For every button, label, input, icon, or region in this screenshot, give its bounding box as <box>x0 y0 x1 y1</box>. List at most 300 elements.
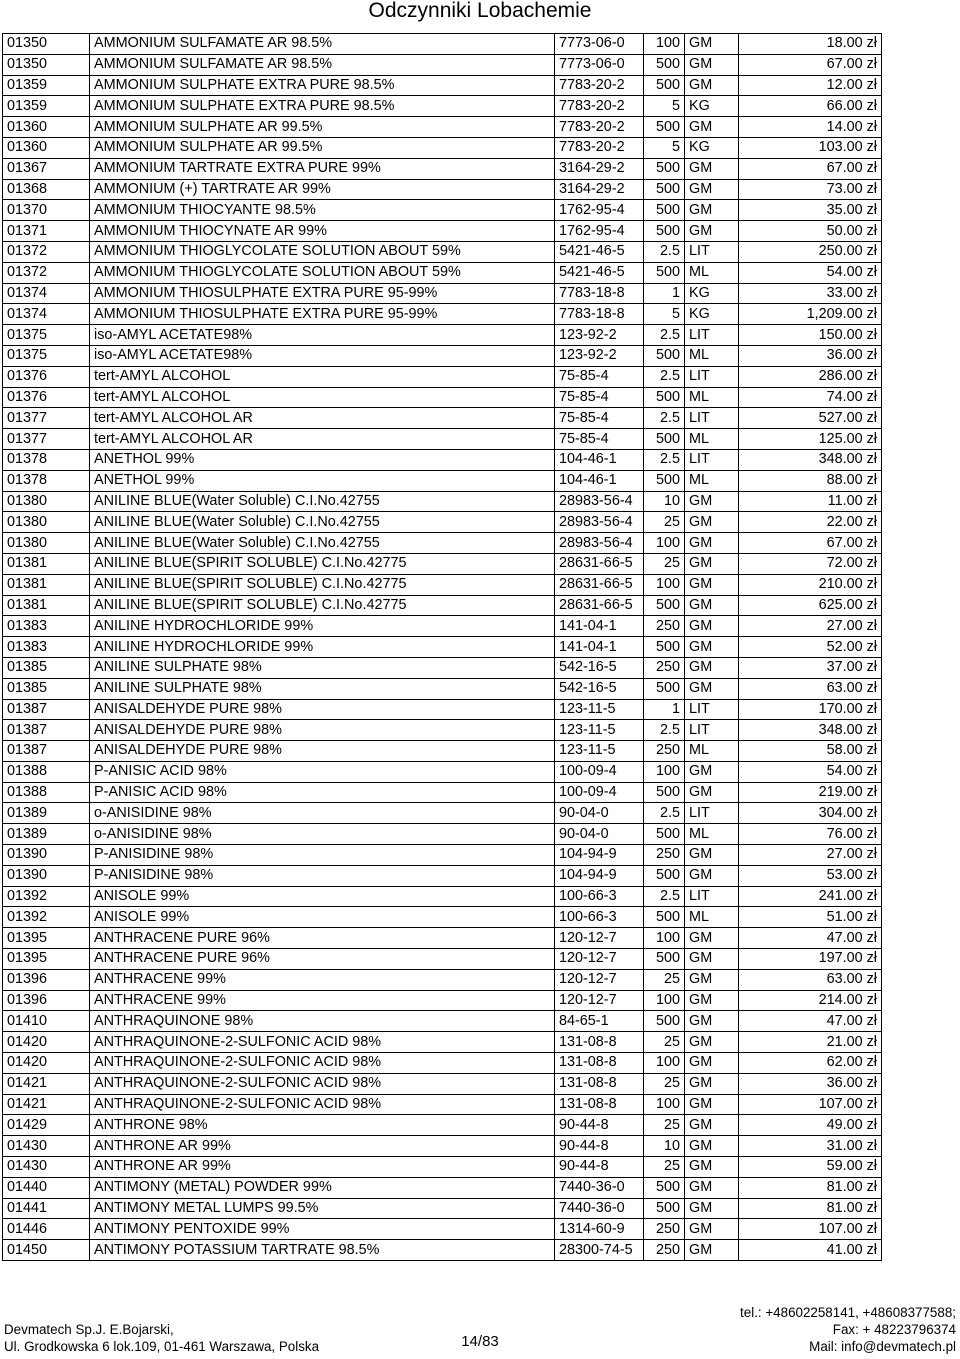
unit-cell: LIT <box>685 241 739 262</box>
product-code-cell: 01410 <box>3 1011 90 1032</box>
product-name-cell: ANISOLE 99% <box>90 907 555 928</box>
quantity-cell: 1 <box>644 283 685 304</box>
table-row <box>3 533 882 554</box>
product-code-cell: 01387 <box>3 741 90 762</box>
product-name-cell: tert-AMYL ALCOHOL <box>90 366 555 387</box>
product-name-cell: ANISALDEHYDE PURE 98% <box>90 699 555 720</box>
quantity-cell: 500 <box>644 782 685 803</box>
unit-cell: GM <box>685 761 739 782</box>
unit-cell: GM <box>685 75 739 96</box>
cas-number-cell: 90-44-8 <box>555 1115 644 1136</box>
product-code-cell: 01385 <box>3 678 90 699</box>
price-cell: 219.00 zł <box>739 782 882 803</box>
cas-number-cell: 90-04-0 <box>555 824 644 845</box>
table-row <box>3 1177 882 1198</box>
quantity-cell: 500 <box>644 824 685 845</box>
table-row <box>3 34 882 55</box>
unit-cell: GM <box>685 1240 739 1261</box>
product-name-cell: ANILINE HYDROCHLORIDE 99% <box>90 637 555 658</box>
cas-number-cell: 3164-29-2 <box>555 158 644 179</box>
unit-cell: LIT <box>685 699 739 720</box>
product-name-cell: ANETHOL 99% <box>90 470 555 491</box>
cas-number-cell: 5421-46-5 <box>555 241 644 262</box>
unit-cell: LIT <box>685 720 739 741</box>
price-cell: 107.00 zł <box>739 1094 882 1115</box>
price-cell: 67.00 zł <box>739 158 882 179</box>
product-name-cell: ANISOLE 99% <box>90 886 555 907</box>
product-code-cell: 01390 <box>3 865 90 886</box>
unit-cell: GM <box>685 1073 739 1094</box>
cas-number-cell: 141-04-1 <box>555 616 644 637</box>
price-cell: 73.00 zł <box>739 179 882 200</box>
product-code-cell: 01381 <box>3 574 90 595</box>
product-name-cell: P-ANISIDINE 98% <box>90 845 555 866</box>
price-cell: 37.00 zł <box>739 657 882 678</box>
cas-number-cell: 104-94-9 <box>555 845 644 866</box>
price-cell: 54.00 zł <box>739 761 882 782</box>
product-code-cell: 01374 <box>3 304 90 325</box>
quantity-cell: 500 <box>644 678 685 699</box>
cas-number-cell: 7783-18-8 <box>555 283 644 304</box>
quantity-cell: 100 <box>644 1053 685 1074</box>
table-row <box>3 969 882 990</box>
table-row <box>3 491 882 512</box>
cas-number-cell: 7783-20-2 <box>555 75 644 96</box>
quantity-cell: 500 <box>644 1011 685 1032</box>
price-cell: 88.00 zł <box>739 470 882 491</box>
unit-cell: GM <box>685 616 739 637</box>
product-name-cell: ANILINE BLUE(Water Soluble) C.I.No.42755 <box>90 512 555 533</box>
price-cell: 59.00 zł <box>739 1157 882 1178</box>
product-code-cell: 01441 <box>3 1198 90 1219</box>
product-code-cell: 01387 <box>3 699 90 720</box>
price-cell: 81.00 zł <box>739 1198 882 1219</box>
product-code-cell: 01378 <box>3 449 90 470</box>
quantity-cell: 500 <box>644 1198 685 1219</box>
cas-number-cell: 7783-20-2 <box>555 117 644 138</box>
product-name-cell: ANISALDEHYDE PURE 98% <box>90 741 555 762</box>
quantity-cell: 25 <box>644 553 685 574</box>
product-name-cell: ANTIMONY (METAL) POWDER 99% <box>90 1177 555 1198</box>
price-cell: 66.00 zł <box>739 96 882 117</box>
quantity-cell: 500 <box>644 637 685 658</box>
price-cell: 286.00 zł <box>739 366 882 387</box>
product-name-cell: AMMONIUM TARTRATE EXTRA PURE 99% <box>90 158 555 179</box>
price-table <box>2 33 882 1261</box>
table-row <box>3 595 882 616</box>
cas-number-cell: 120-12-7 <box>555 949 644 970</box>
price-cell: 22.00 zł <box>739 512 882 533</box>
product-name-cell: AMMONIUM THIOCYNATE AR 99% <box>90 221 555 242</box>
unit-cell: GM <box>685 969 739 990</box>
unit-cell: ML <box>685 741 739 762</box>
price-cell: 214.00 zł <box>739 990 882 1011</box>
cas-number-cell: 28983-56-4 <box>555 512 644 533</box>
cas-number-cell: 123-92-2 <box>555 345 644 366</box>
cas-number-cell: 75-85-4 <box>555 429 644 450</box>
table-row <box>3 574 882 595</box>
unit-cell: GM <box>685 1219 739 1240</box>
quantity-cell: 500 <box>644 387 685 408</box>
cas-number-cell: 90-44-8 <box>555 1136 644 1157</box>
quantity-cell: 25 <box>644 1115 685 1136</box>
table-row <box>3 803 882 824</box>
product-code-cell: 01395 <box>3 928 90 949</box>
cas-number-cell: 123-11-5 <box>555 699 644 720</box>
cas-number-cell: 100-66-3 <box>555 886 644 907</box>
price-cell: 150.00 zł <box>739 325 882 346</box>
price-table-body <box>3 34 882 1261</box>
table-row <box>3 824 882 845</box>
table-row <box>3 886 882 907</box>
product-code-cell: 01367 <box>3 158 90 179</box>
product-code-cell: 01372 <box>3 262 90 283</box>
price-cell: 63.00 zł <box>739 678 882 699</box>
cas-number-cell: 84-65-1 <box>555 1011 644 1032</box>
quantity-cell: 500 <box>644 345 685 366</box>
unit-cell: GM <box>685 34 739 55</box>
table-row <box>3 1157 882 1178</box>
price-cell: 31.00 zł <box>739 1136 882 1157</box>
table-row <box>3 865 882 886</box>
product-name-cell: ANTHRACENE 99% <box>90 990 555 1011</box>
table-row <box>3 845 882 866</box>
price-cell: 348.00 zł <box>739 720 882 741</box>
product-name-cell: ANILINE BLUE(Water Soluble) C.I.No.42755 <box>90 491 555 512</box>
unit-cell: GM <box>685 949 739 970</box>
table-row <box>3 512 882 533</box>
table-row <box>3 75 882 96</box>
price-cell: 62.00 zł <box>739 1053 882 1074</box>
quantity-cell: 500 <box>644 262 685 283</box>
table-row <box>3 179 882 200</box>
product-code-cell: 01350 <box>3 54 90 75</box>
quantity-cell: 500 <box>644 429 685 450</box>
product-name-cell: AMMONIUM THIOSULPHATE EXTRA PURE 95-99% <box>90 283 555 304</box>
unit-cell: GM <box>685 117 739 138</box>
product-name-cell: ANTHRAQUINONE-2-SULFONIC ACID 98% <box>90 1073 555 1094</box>
unit-cell: KG <box>685 304 739 325</box>
cas-number-cell: 7440-36-0 <box>555 1177 644 1198</box>
unit-cell: GM <box>685 657 739 678</box>
product-code-cell: 01360 <box>3 117 90 138</box>
price-cell: 33.00 zł <box>739 283 882 304</box>
table-row <box>3 325 882 346</box>
table-row <box>3 1073 882 1094</box>
price-cell: 21.00 zł <box>739 1032 882 1053</box>
cas-number-cell: 104-94-9 <box>555 865 644 886</box>
unit-cell: GM <box>685 1115 739 1136</box>
footer-tel: tel.: +48602258141, +48608377588; <box>740 1305 956 1320</box>
table-row <box>3 1240 882 1261</box>
cas-number-cell: 120-12-7 <box>555 969 644 990</box>
product-name-cell: ANILINE HYDROCHLORIDE 99% <box>90 616 555 637</box>
product-code-cell: 01368 <box>3 179 90 200</box>
product-name-cell: AMMONIUM SULFAMATE AR 98.5% <box>90 54 555 75</box>
cas-number-cell: 28631-66-5 <box>555 595 644 616</box>
table-row <box>3 262 882 283</box>
table-row <box>3 54 882 75</box>
cas-number-cell: 28631-66-5 <box>555 553 644 574</box>
cas-number-cell: 120-12-7 <box>555 928 644 949</box>
product-code-cell: 01389 <box>3 824 90 845</box>
unit-cell: LIT <box>685 366 739 387</box>
product-code-cell: 01450 <box>3 1240 90 1261</box>
price-cell: 36.00 zł <box>739 1073 882 1094</box>
product-name-cell: tert-AMYL ALCOHOL <box>90 387 555 408</box>
unit-cell: GM <box>685 1032 739 1053</box>
unit-cell: GM <box>685 678 739 699</box>
product-code-cell: 01381 <box>3 553 90 574</box>
footer-fax: Fax: + 48223796374 <box>832 1322 956 1337</box>
quantity-cell: 2.5 <box>644 408 685 429</box>
unit-cell: ML <box>685 470 739 491</box>
price-cell: 18.00 zł <box>739 34 882 55</box>
product-name-cell: AMMONIUM SULPHATE EXTRA PURE 98.5% <box>90 96 555 117</box>
product-code-cell: 01389 <box>3 803 90 824</box>
price-cell: 304.00 zł <box>739 803 882 824</box>
price-cell: 81.00 zł <box>739 1177 882 1198</box>
product-code-cell: 01380 <box>3 491 90 512</box>
quantity-cell: 100 <box>644 34 685 55</box>
product-name-cell: ANILINE BLUE(SPIRIT SOLUBLE) C.I.No.42775 <box>90 553 555 574</box>
product-name-cell: AMMONIUM (+) TARTRATE AR 99% <box>90 179 555 200</box>
cas-number-cell: 141-04-1 <box>555 637 644 658</box>
cas-number-cell: 75-85-4 <box>555 387 644 408</box>
product-name-cell: o-ANISIDINE 98% <box>90 824 555 845</box>
table-row <box>3 408 882 429</box>
quantity-cell: 10 <box>644 491 685 512</box>
product-code-cell: 01392 <box>3 907 90 928</box>
price-cell: 50.00 zł <box>739 221 882 242</box>
cas-number-cell: 7773-06-0 <box>555 34 644 55</box>
price-cell: 49.00 zł <box>739 1115 882 1136</box>
footer-address: Ul. Grodkowska 6 lok.109, 01-461 Warszawa, Polska <box>4 1339 320 1354</box>
unit-cell: GM <box>685 990 739 1011</box>
quantity-cell: 100 <box>644 928 685 949</box>
unit-cell: LIT <box>685 408 739 429</box>
price-cell: 47.00 zł <box>739 1011 882 1032</box>
table-row <box>3 1053 882 1074</box>
page-footer <box>0 1304 960 1359</box>
table-row <box>3 117 882 138</box>
product-code-cell: 01390 <box>3 845 90 866</box>
product-name-cell: ANTIMONY POTASSIUM TARTRATE 98.5% <box>90 1240 555 1261</box>
quantity-cell: 25 <box>644 1073 685 1094</box>
quantity-cell: 100 <box>644 574 685 595</box>
price-cell: 74.00 zł <box>739 387 882 408</box>
product-name-cell: AMMONIUM SULFAMATE AR 98.5% <box>90 34 555 55</box>
unit-cell: ML <box>685 429 739 450</box>
quantity-cell: 250 <box>644 657 685 678</box>
unit-cell: GM <box>685 1157 739 1178</box>
product-code-cell: 01375 <box>3 345 90 366</box>
price-cell: 58.00 zł <box>739 741 882 762</box>
product-code-cell: 01380 <box>3 512 90 533</box>
table-row <box>3 1115 882 1136</box>
product-code-cell: 01385 <box>3 657 90 678</box>
price-cell: 67.00 zł <box>739 54 882 75</box>
quantity-cell: 100 <box>644 533 685 554</box>
product-name-cell: AMMONIUM THIOSULPHATE EXTRA PURE 95-99% <box>90 304 555 325</box>
unit-cell: GM <box>685 221 739 242</box>
footer-mail: Mail: info@devmatech.pl <box>809 1339 956 1354</box>
quantity-cell: 100 <box>644 1094 685 1115</box>
table-row <box>3 741 882 762</box>
product-code-cell: 01376 <box>3 366 90 387</box>
product-code-cell: 01430 <box>3 1157 90 1178</box>
table-row <box>3 637 882 658</box>
product-code-cell: 01371 <box>3 221 90 242</box>
table-row <box>3 429 882 450</box>
price-cell: 53.00 zł <box>739 865 882 886</box>
product-code-cell: 01440 <box>3 1177 90 1198</box>
cas-number-cell: 1314-60-9 <box>555 1219 644 1240</box>
quantity-cell: 5 <box>644 137 685 158</box>
cas-number-cell: 75-85-4 <box>555 408 644 429</box>
unit-cell: GM <box>685 865 739 886</box>
price-cell: 1,209.00 zł <box>739 304 882 325</box>
price-cell: 14.00 zł <box>739 117 882 138</box>
price-cell: 72.00 zł <box>739 553 882 574</box>
table-row <box>3 137 882 158</box>
table-row <box>3 449 882 470</box>
table-row <box>3 657 882 678</box>
product-name-cell: ANISALDEHYDE PURE 98% <box>90 720 555 741</box>
cas-number-cell: 7773-06-0 <box>555 54 644 75</box>
product-code-cell: 01392 <box>3 886 90 907</box>
cas-number-cell: 7440-36-0 <box>555 1198 644 1219</box>
unit-cell: ML <box>685 824 739 845</box>
table-row <box>3 928 882 949</box>
cas-number-cell: 90-44-8 <box>555 1157 644 1178</box>
unit-cell: LIT <box>685 449 739 470</box>
unit-cell: ML <box>685 262 739 283</box>
price-cell: 27.00 zł <box>739 616 882 637</box>
unit-cell: LIT <box>685 886 739 907</box>
quantity-cell: 5 <box>644 96 685 117</box>
price-cell: 47.00 zł <box>739 928 882 949</box>
cas-number-cell: 28983-56-4 <box>555 533 644 554</box>
quantity-cell: 500 <box>644 117 685 138</box>
product-name-cell: AMMONIUM THIOGLYCOLATE SOLUTION ABOUT 59% <box>90 241 555 262</box>
cas-number-cell: 131-08-8 <box>555 1053 644 1074</box>
table-row <box>3 907 882 928</box>
cas-number-cell: 1762-95-4 <box>555 200 644 221</box>
quantity-cell: 250 <box>644 845 685 866</box>
table-row <box>3 553 882 574</box>
product-code-cell: 01383 <box>3 616 90 637</box>
product-name-cell: ANTIMONY METAL LUMPS 99.5% <box>90 1198 555 1219</box>
product-name-cell: ANILINE BLUE(Water Soluble) C.I.No.42755 <box>90 533 555 554</box>
cas-number-cell: 5421-46-5 <box>555 262 644 283</box>
unit-cell: GM <box>685 928 739 949</box>
table-row <box>3 1136 882 1157</box>
product-name-cell: tert-AMYL ALCOHOL AR <box>90 408 555 429</box>
product-name-cell: ANILINE SULPHATE 98% <box>90 657 555 678</box>
product-code-cell: 01370 <box>3 200 90 221</box>
product-name-cell: ANILINE BLUE(SPIRIT SOLUBLE) C.I.No.42775 <box>90 574 555 595</box>
price-cell: 12.00 zł <box>739 75 882 96</box>
cas-number-cell: 75-85-4 <box>555 366 644 387</box>
quantity-cell: 2.5 <box>644 803 685 824</box>
product-code-cell: 01395 <box>3 949 90 970</box>
unit-cell: GM <box>685 1094 739 1115</box>
product-name-cell: tert-AMYL ALCOHOL AR <box>90 429 555 450</box>
table-row <box>3 782 882 803</box>
cas-number-cell: 7783-20-2 <box>555 137 644 158</box>
product-name-cell: ANTHRONE AR 99% <box>90 1157 555 1178</box>
product-name-cell: ANTHRONE 98% <box>90 1115 555 1136</box>
price-cell: 35.00 zł <box>739 200 882 221</box>
price-cell: 76.00 zł <box>739 824 882 845</box>
product-code-cell: 01420 <box>3 1053 90 1074</box>
product-code-cell: 01375 <box>3 325 90 346</box>
price-cell: 241.00 zł <box>739 886 882 907</box>
table-row <box>3 96 882 117</box>
table-row <box>3 1011 882 1032</box>
unit-cell: GM <box>685 574 739 595</box>
table-row <box>3 470 882 491</box>
footer-contact-block <box>740 1304 956 1355</box>
price-cell: 527.00 zł <box>739 408 882 429</box>
unit-cell: GM <box>685 845 739 866</box>
product-name-cell: AMMONIUM THIOCYANTE 98.5% <box>90 200 555 221</box>
product-code-cell: 01421 <box>3 1073 90 1094</box>
unit-cell: KG <box>685 137 739 158</box>
cas-number-cell: 28983-56-4 <box>555 491 644 512</box>
quantity-cell: 500 <box>644 179 685 200</box>
table-row <box>3 990 882 1011</box>
product-name-cell: ANETHOL 99% <box>90 449 555 470</box>
product-code-cell: 01388 <box>3 761 90 782</box>
product-name-cell: iso-AMYL ACETATE98% <box>90 325 555 346</box>
cas-number-cell: 90-04-0 <box>555 803 644 824</box>
quantity-cell: 2.5 <box>644 325 685 346</box>
unit-cell: GM <box>685 1136 739 1157</box>
quantity-cell: 25 <box>644 1157 685 1178</box>
price-cell: 210.00 zł <box>739 574 882 595</box>
unit-cell: GM <box>685 553 739 574</box>
table-row <box>3 304 882 325</box>
product-code-cell: 01387 <box>3 720 90 741</box>
price-cell: 170.00 zł <box>739 699 882 720</box>
table-row <box>3 221 882 242</box>
product-name-cell: P-ANISIDINE 98% <box>90 865 555 886</box>
unit-cell: GM <box>685 491 739 512</box>
cas-number-cell: 131-08-8 <box>555 1032 644 1053</box>
price-cell: 107.00 zł <box>739 1219 882 1240</box>
table-row <box>3 1094 882 1115</box>
cas-number-cell: 1762-95-4 <box>555 221 644 242</box>
cas-number-cell: 131-08-8 <box>555 1094 644 1115</box>
cas-number-cell: 100-09-4 <box>555 782 644 803</box>
unit-cell: GM <box>685 1011 739 1032</box>
product-name-cell: ANTHRONE AR 99% <box>90 1136 555 1157</box>
unit-cell: GM <box>685 158 739 179</box>
cas-number-cell: 28631-66-5 <box>555 574 644 595</box>
price-cell: 41.00 zł <box>739 1240 882 1261</box>
table-row <box>3 158 882 179</box>
cas-number-cell: 104-46-1 <box>555 449 644 470</box>
cas-number-cell: 100-66-3 <box>555 907 644 928</box>
page-title: Odczynniki Lobachemie <box>368 0 592 22</box>
quantity-cell: 5 <box>644 304 685 325</box>
price-cell: 625.00 zł <box>739 595 882 616</box>
product-code-cell: 01380 <box>3 533 90 554</box>
product-name-cell: P-ANISIC ACID 98% <box>90 782 555 803</box>
unit-cell: GM <box>685 1198 739 1219</box>
